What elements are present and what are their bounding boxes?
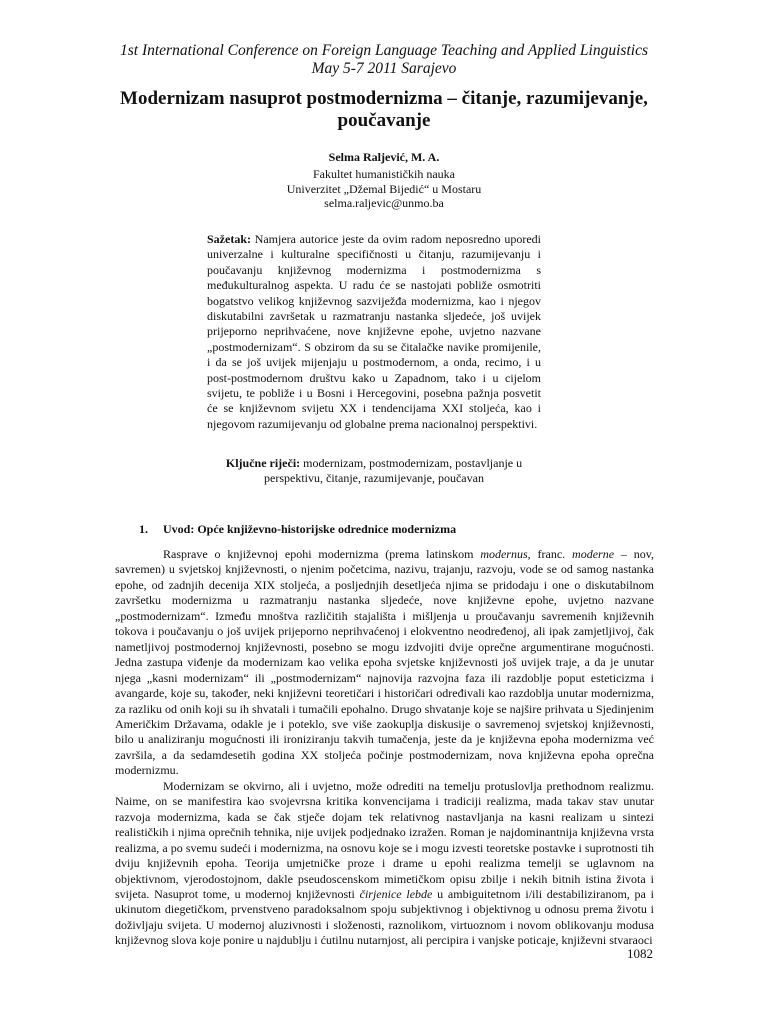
abstract — [207, 232, 541, 432]
page-number: 1082 — [627, 946, 653, 961]
body-text — [115, 547, 654, 949]
section-title: Uvod: Opće književno-historijske odrednice modernizma — [163, 522, 457, 536]
affiliation — [0, 167, 768, 211]
italic-term: čirjenice lebde — [359, 886, 433, 901]
author-email: selma.raljevic@unmo.ba — [324, 196, 444, 210]
text-run: Modernizam se okvirno, ali i uvjetno, može odrediti na temelju protuslovlja prethodnom realizmu. Naime, on se manifestira kao svojevrsna kritika konvencijama i tradiciji realizma, mada takav stav unutar razvoja modernizma, kada se čak stječe dojam tek relativnog nastavljanja na kasni realizam u sintezi realističkih i njima oprečnih tehnika, nije uvijek podjednako izražen. Roman je najdominantnija književna vrsta realizma, a po svemu sudeći i modernizma, na osnovu koje se i mogu izvesti teoretske postavke i suprotnosti tih dviju književnih epoha. Teorija umjetničke proze i drame u epohi realizma temelji se uglavnom na objektivnom, vjerodostojnom, dakle pseudoscenskom mimetičkom opisu zbilje i nekih bitnih istina života i svijeta. Nasuprot tome, u modernoj književnosti — [115, 778, 654, 901]
abstract-text: Namjera autorice jeste da ovim radom neposredno uporedi univerzalne i kulturalne specifičnosti u čitanju, razumijevanju i poučavanju književnog modernizma i postmodernizma s međukulturalnog aspekta. U radu će se nastojati pobliže osmotriti bogatstvo velikog književnog sazviježđa modernizma, kao i njegov diskutabilni završetak u razmatranju nastanka sljedeće, još uvijek prijeporno neprihvaćene, nove književne epohe, uvjetno nazvane „postmodernizam“. S obzirom da su se čitalačke navike promijenile, i da se još uvijek mijenjaju u postmodernom, a onda, recimo, i u post-postmodernom društvu kako u Zapadnom, tako i u cijelom svijetu, te pobliže i u Bosni i Hercegovini, posebna pažnja posvetit će se književnom svijetu XX i tendencijama XXI stoljeća, kao i njegovom razumijevanju od globalne prema nacionalnoj perspektivi. — [207, 232, 541, 431]
text-run: – nov, savremen) u svjetskoj književnosti, o njenim početcima, nazivu, trajanju, razvoju, vode se od samog nastanka epohe, od zadnjih decenija XIX stoljeća, a posljednjih desetljeća njima se pridodaju i one o diskutabilnom završetku modernizma u razmatranju nastanka sljedeće, nove književne epohe, uvjetno nazvane „postmodernizam“. Između mnoštva različitih stajališta i mišljenja u proučavanju savremenih književnih tokova i poučavanju o još uvijek prijeporno neprihvaćenoj i elokventno neodređenoj, ali ipak zamjetljivoj, čak nametljivoj postmodernoj književnosti, posebno se mogu izdvojiti dvije oprečne argumentirane mogućnosti. Jedna zastupa viđenje da modernizam kao velika epoha svjetske književnosti još uvijek traje, a da je unutar njega „kasni modernizam“ ili „postmodernizam“ najnovija razvojna faza ili razdoblje poput esteticizma i avangarde, koje su, također, neki književni teoretičari i historičari određivali kao razdoblja unutar modernizma, za razliku od onih koji su ih shvatali i tumačili epohalno. Drugo shvatanje koje se najšire prihvata u Sjedinjenim Američkim Državama, odakle je i poteklo, sve više zaokuplja diskusije o savremenoj svjetskoj književnosti, bilo u analiziranju mogućnosti ili ironiziranju takvih tumačenja, jeste da je književna epoha modernizma već završila, a da sedamdesetih godina XX stoljeća počinje postmodernizam, nova književna epoha oprečna modernizmu. — [115, 547, 654, 778]
section-heading — [139, 522, 456, 537]
affiliation-faculty: Fakultet humanističkih nauka — [313, 167, 455, 181]
affiliation-university: Univerzitet „Džemal Bijedić“ u Mostaru — [286, 181, 482, 196]
conference-title: 1st International Conference on Foreign Language Teaching and Applied Linguistics — [120, 42, 648, 59]
paragraph-1 — [115, 547, 654, 779]
keywords-label: Ključne riječi: — [225, 456, 301, 470]
text-run: Rasprave o književnoj epohi modernizma (prema latinskom — [163, 547, 481, 561]
conference-date: May 5-7 2011 Sarajevo — [311, 60, 457, 77]
paragraph-2 — [115, 779, 654, 949]
text-run: u ambiguitetnom i/ili destabiliziranom, pa i ukinutom diegetičkom, prvenstveno paradoksalnom spoju subjektivnog i objektivnog u odnosu prema životu i doživljaju svijeta. U modernoj aluzivnosti i složenosti, raznolikom, virtuoznom i novom oblikovanju modusa književnog slova koje ponire u najdublju i ćutilnu nutarnjost, ali percipira i vanjske poticaje, književni stvaraoci — [115, 886, 654, 948]
italic-term: modernus — [480, 547, 528, 561]
paper-title: Modernizam nasuprot postmodernizma – čitanje, razumijevanje, poučavanje — [120, 88, 648, 131]
keywords-text: modernizam, postmodernizam, postavljanje u perspektivu, čitanje, razumijevanje, poučavan — [264, 456, 523, 486]
author-name: Selma Raljević, M. A. — [328, 150, 440, 164]
abstract-label: Sažetak: — [207, 232, 251, 246]
keywords — [207, 456, 541, 487]
text-run: , franc. — [527, 547, 573, 561]
section-number: 1. — [139, 522, 148, 536]
italic-term: moderne — [572, 547, 615, 561]
